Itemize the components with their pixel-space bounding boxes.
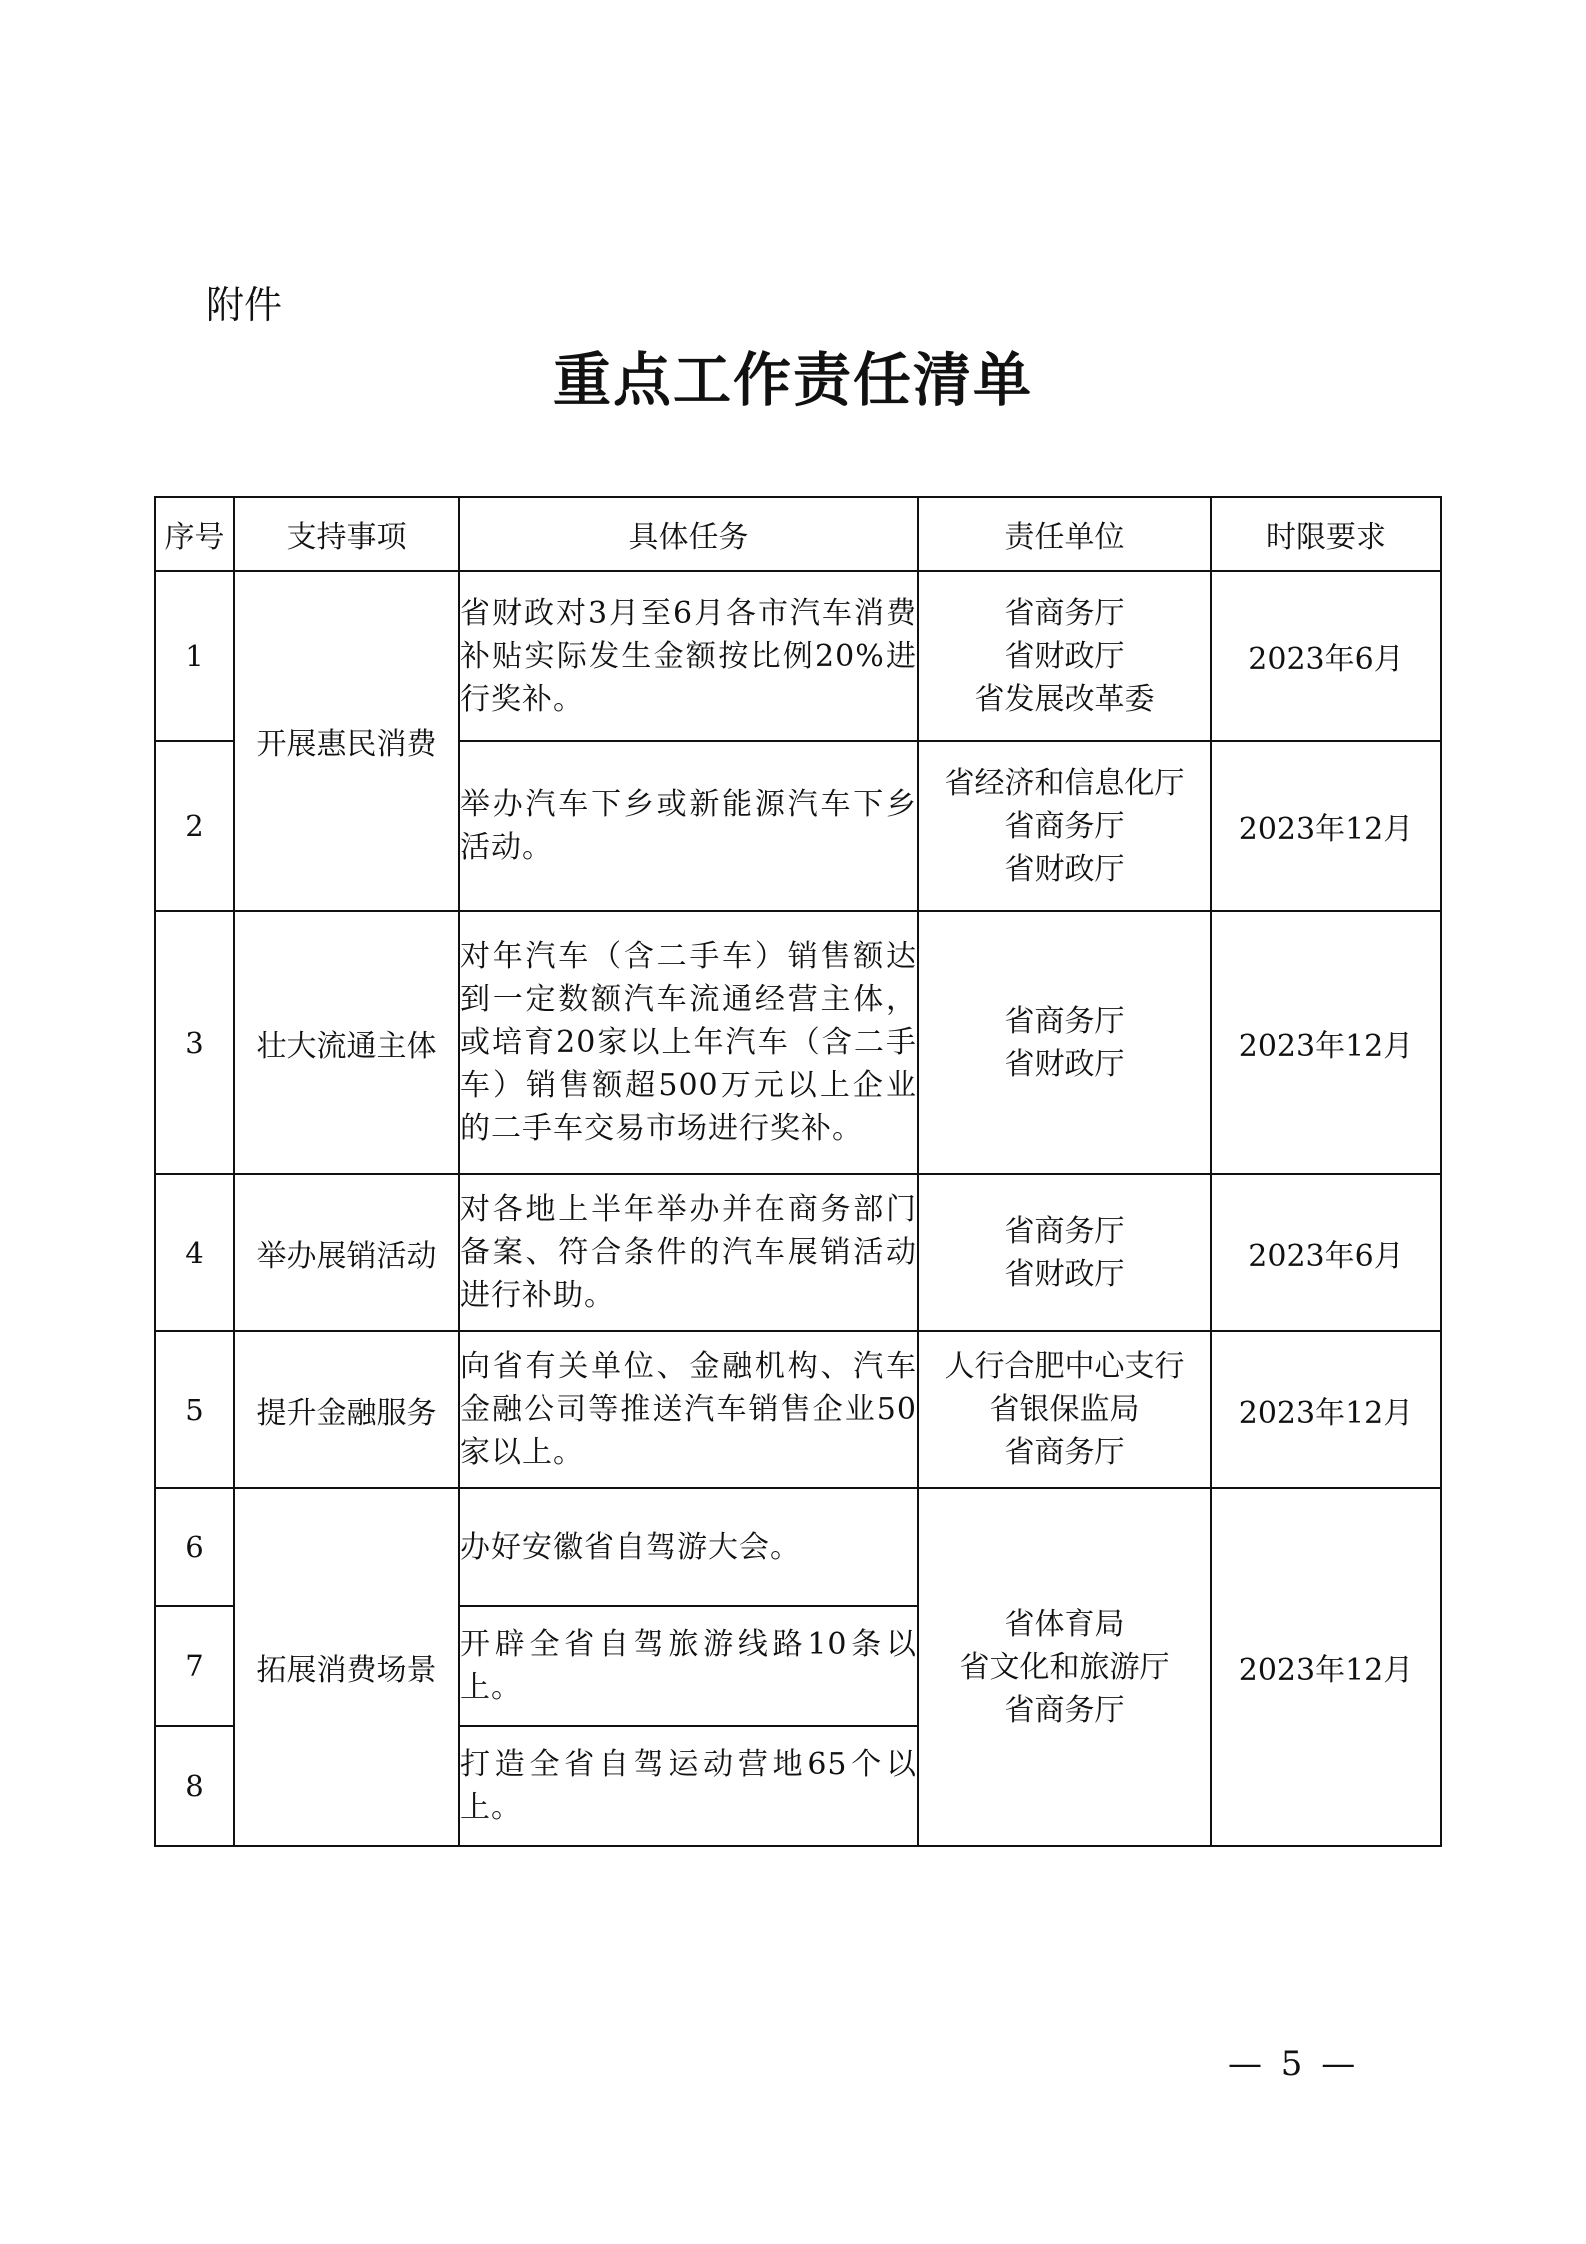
task-cell: 向省有关单位、金融机构、汽车金融公司等推送汽车销售企业50家以上。 <box>459 1331 918 1488</box>
page-number: — 5 — <box>1228 2044 1360 2084</box>
deadline-cell: 2023年12月 <box>1211 1331 1441 1488</box>
header-deadline: 时限要求 <box>1211 497 1441 571</box>
deadline-cell: 2023年12月 <box>1211 1488 1441 1846</box>
table-row <box>155 1331 1441 1488</box>
task-cell: 办好安徽省自驾游大会。 <box>459 1488 918 1606</box>
unit-line: 省商务厅 <box>1004 1003 1125 1039</box>
item-cell: 提升金融服务 <box>234 1331 459 1488</box>
table-header-row <box>155 497 1441 571</box>
deadline-cell: 2023年6月 <box>1211 1174 1441 1331</box>
deadline-cell: 2023年6月 <box>1211 571 1441 741</box>
row-no: 8 <box>155 1726 234 1846</box>
unit-line: 省财政厅 <box>1004 1046 1125 1082</box>
unit-line: 省财政厅 <box>1004 1256 1125 1292</box>
unit-line: 省商务厅 <box>1004 1692 1125 1728</box>
table-row <box>155 1174 1441 1331</box>
unit-cell <box>918 1488 1211 1846</box>
header-no: 序号 <box>155 497 234 571</box>
task-cell: 对年汽车（含二手车）销售额达到一定数额汽车流通经营主体，或培育20家以上年汽车（含二手车）销售额超500万元以上企业的二手车交易市场进行奖补。 <box>459 911 918 1174</box>
unit-line: 省商务厅 <box>1004 1213 1125 1249</box>
unit-line: 人行合肥中心支行 <box>944 1349 1185 1384</box>
responsibility-table <box>154 496 1442 1847</box>
row-no: 4 <box>155 1174 234 1331</box>
header-task: 具体任务 <box>459 497 918 571</box>
attachment-label: 附件 <box>206 283 283 327</box>
task-cell: 对各地上半年举办并在商务部门备案、符合条件的汽车展销活动进行补助。 <box>459 1174 918 1331</box>
deadline-cell: 2023年12月 <box>1211 911 1441 1174</box>
item-cell: 举办展销活动 <box>234 1174 459 1331</box>
unit-cell <box>918 1174 1211 1331</box>
unit-cell <box>918 1331 1211 1488</box>
unit-line: 省发展改革委 <box>974 681 1155 717</box>
unit-line: 省商务厅 <box>1004 1435 1125 1470</box>
unit-cell <box>918 571 1211 741</box>
header-item: 支持事项 <box>234 497 459 571</box>
row-no: 6 <box>155 1488 234 1606</box>
table-row <box>155 571 1441 741</box>
unit-line: 省商务厅 <box>1004 808 1125 844</box>
unit-line: 省经济和信息化厅 <box>944 765 1185 801</box>
row-no: 7 <box>155 1606 234 1726</box>
item-cell: 开展惠民消费 <box>234 571 459 911</box>
unit-line: 省体育局 <box>1004 1606 1125 1642</box>
table-row <box>155 1488 1441 1606</box>
row-no: 3 <box>155 911 234 1174</box>
row-no: 1 <box>155 571 234 741</box>
unit-cell <box>918 741 1211 911</box>
task-cell: 举办汽车下乡或新能源汽车下乡活动。 <box>459 741 918 911</box>
table-row <box>155 911 1441 1174</box>
unit-line: 省文化和旅游厅 <box>959 1649 1170 1685</box>
header-unit: 责任单位 <box>918 497 1211 571</box>
task-cell: 省财政对3月至6月各市汽车消费补贴实际发生金额按比例20%进行奖补。 <box>459 571 918 741</box>
unit-line: 省财政厅 <box>1004 851 1125 887</box>
unit-line: 省银保监局 <box>989 1392 1140 1427</box>
deadline-cell: 2023年12月 <box>1211 741 1441 911</box>
item-cell: 壮大流通主体 <box>234 911 459 1174</box>
document-title: 重点工作责任清单 <box>552 346 1033 414</box>
unit-line: 省财政厅 <box>1004 638 1125 674</box>
unit-cell <box>918 911 1211 1174</box>
task-cell: 开辟全省自驾旅游线路10条以上。 <box>459 1606 918 1726</box>
task-cell: 打造全省自驾运动营地65个以上。 <box>459 1726 918 1846</box>
unit-line: 省商务厅 <box>1004 595 1125 631</box>
row-no: 2 <box>155 741 234 911</box>
item-cell: 拓展消费场景 <box>234 1488 459 1846</box>
row-no: 5 <box>155 1331 234 1488</box>
